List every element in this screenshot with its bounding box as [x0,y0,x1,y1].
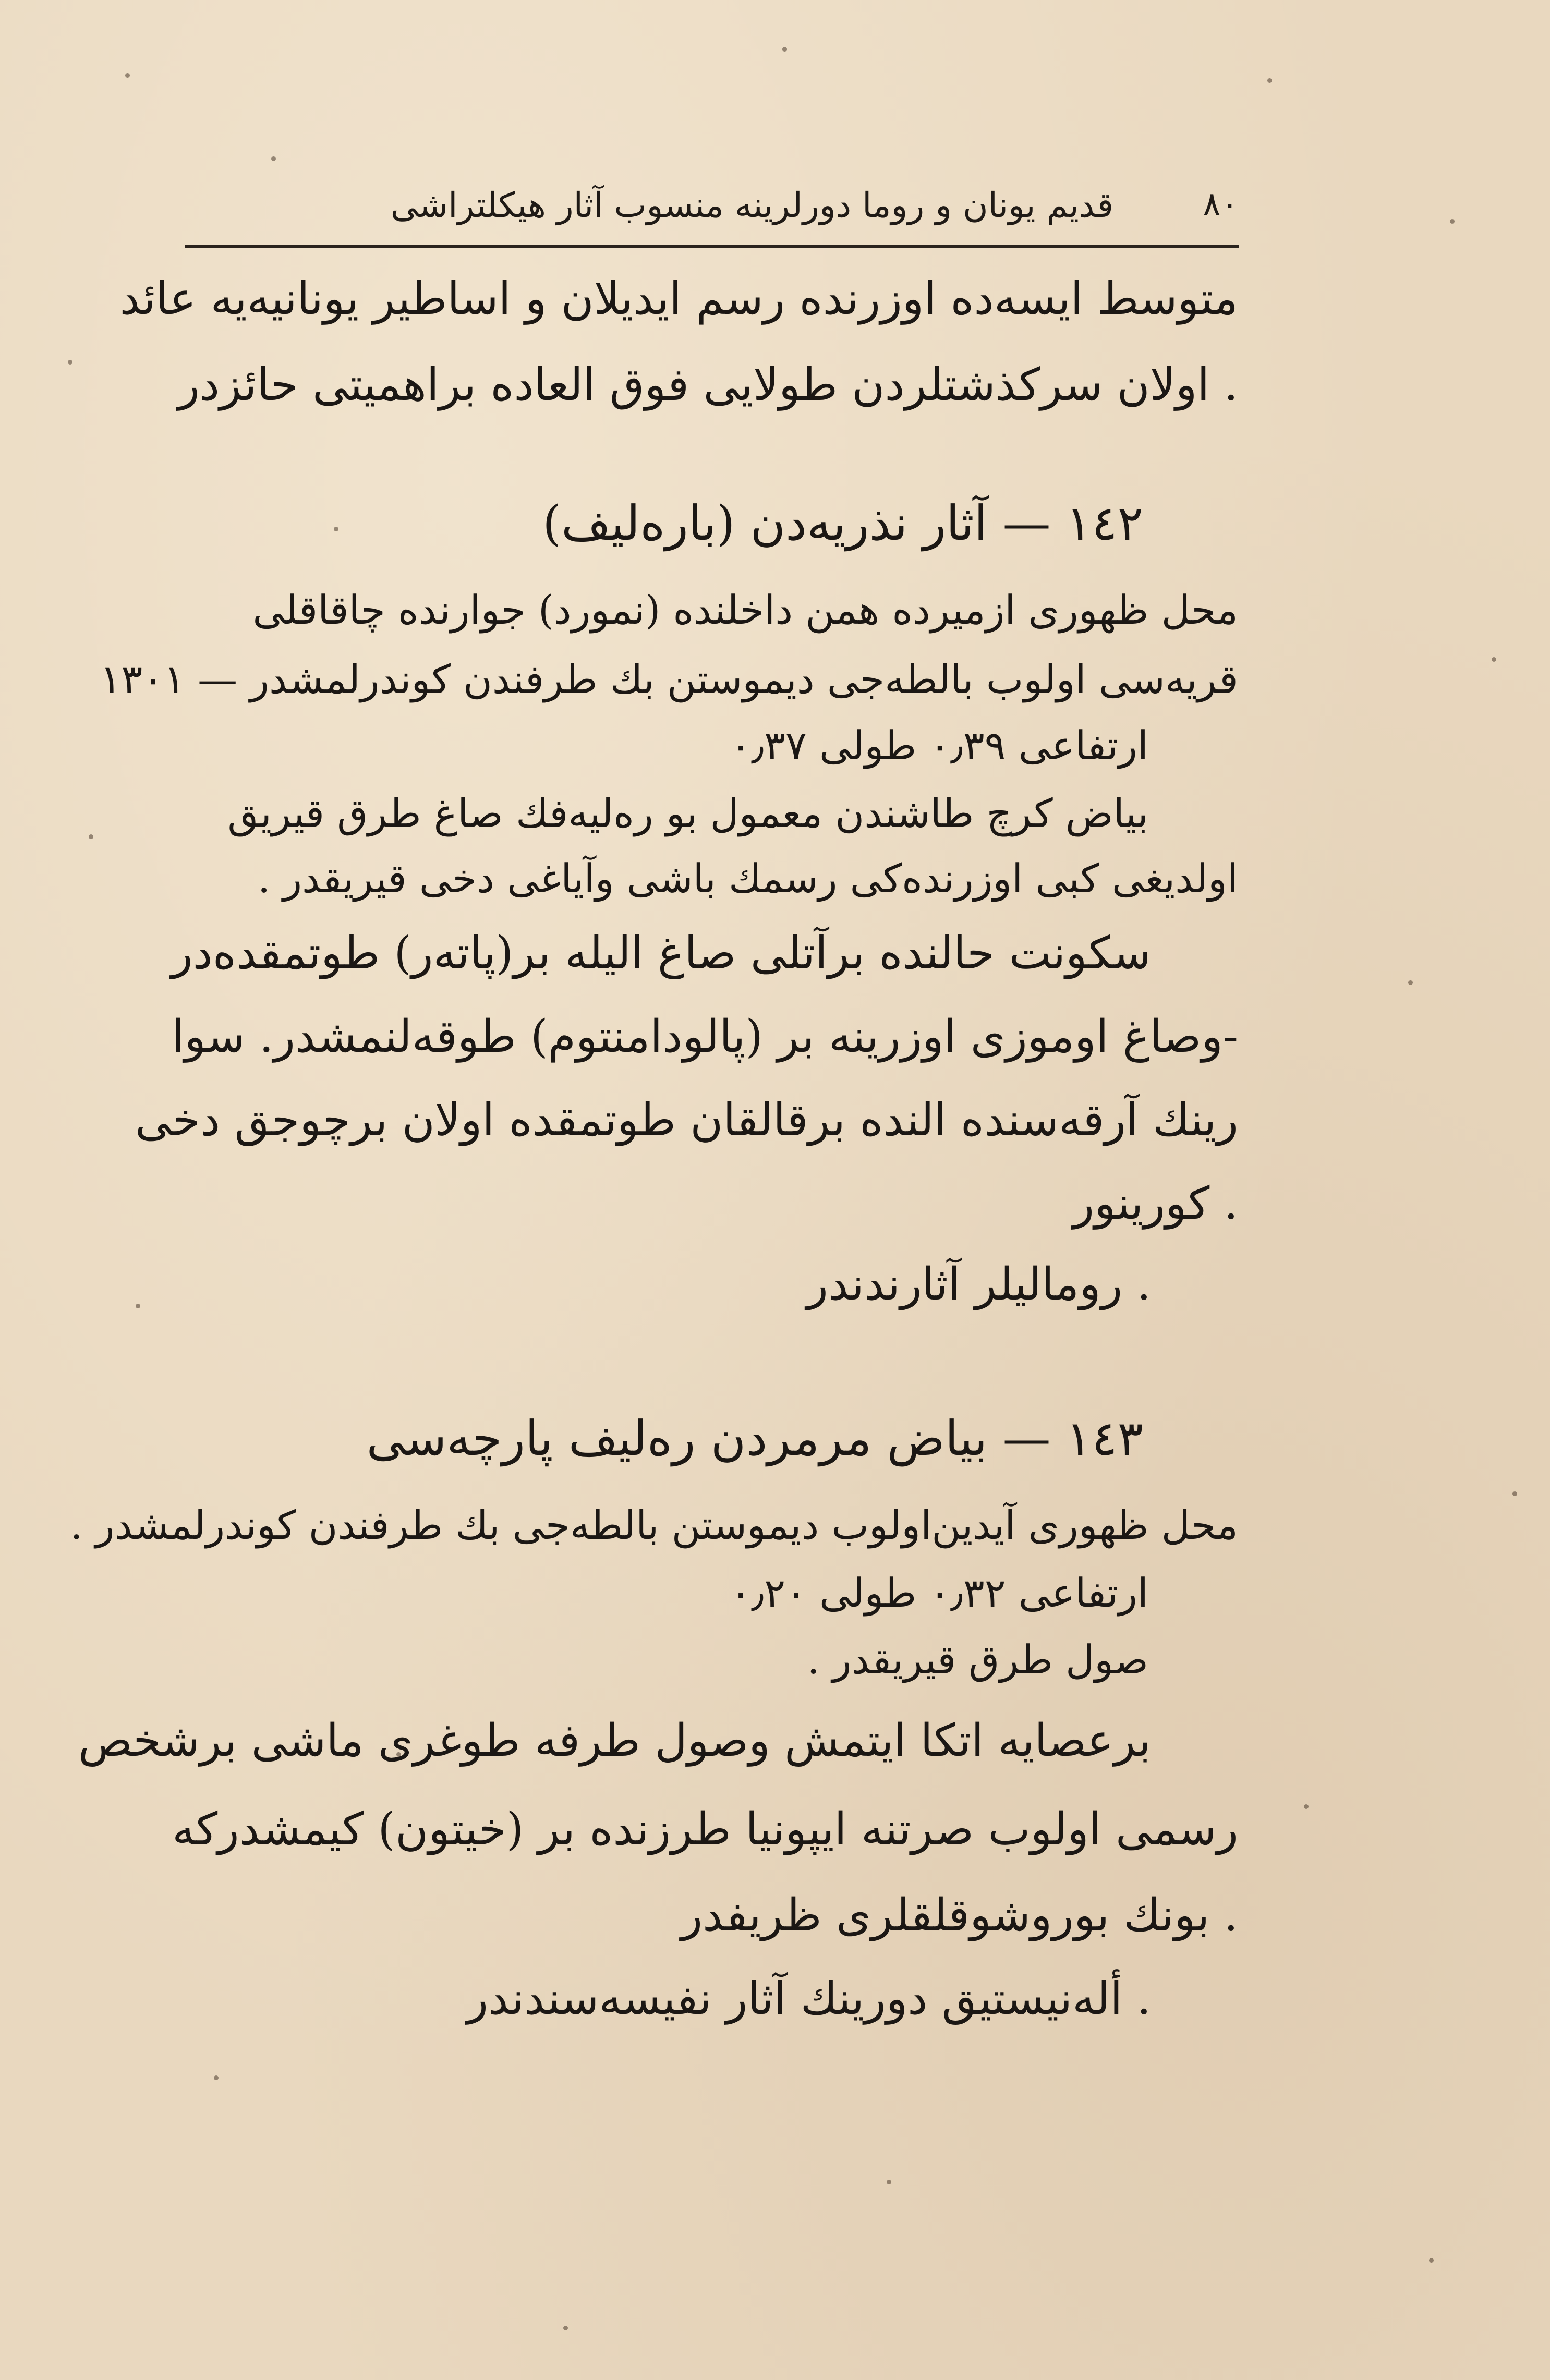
section-142-body-2: وصاغ اوموزی اوزرینه بر (پالودامنتوم) طوقه‌لنمشدر. سوا- [172,1011,1238,1063]
intro-line-2: اولان سرکذشتلردن طولایی فوق العاده براهمیتی حائزدر . [178,359,1238,411]
running-header [185,175,1239,242]
paper-speck [563,2326,568,2330]
page-number: ٨٠ [1203,185,1239,224]
section-143-meta-3: صول طرق قیریقدر . [807,1636,1148,1683]
paper-speck [1267,78,1272,83]
running-title: قدیم یونان و روما دورلرینه منسوب آثار هیکلتراشی [390,185,1113,225]
paper-speck [1408,980,1413,985]
paper-speck [1492,657,1496,662]
section-143-body-2: رسمی اولوب صرتنه ایپونیا طرزنده بر (خیتون) کیمشدرکه [172,1803,1238,1855]
paper-speck [1450,219,1455,224]
paper-speck [782,47,787,52]
section-142-heading: ۱٤۲ — آثار نذریه‌دن (بارەلیف) [542,495,1143,551]
header-rule [185,245,1239,248]
section-143-meta-2: ارتفاعی ۰٫۳۲ طولی ۰٫۲۰ [730,1570,1148,1616]
section-142-meta-3: ارتفاعی ۰٫۳۹ طولی ۰٫۳۷ [730,722,1148,769]
section-143-body-4: أله‌نیستیق دورینك آثار نفیسه‌سندندر . [466,1973,1151,2025]
section-142-body-5: روماليلر آثارندندر . [806,1258,1151,1310]
section-142-meta-4: بیاض کرچ طاشندن معمول بو ره‌لیه‌فك صاغ طرق قیریق [227,790,1148,836]
paper-speck [125,73,130,78]
section-142-body-3: رینك آرقه‌سنده الندە برقالقان طوتمقده اولان برچوجق دخی [135,1094,1238,1146]
paper-speck [214,2075,219,2080]
paper-speck [334,527,338,531]
section-143-heading: ۱٤۳ — بیاض مرمردن ره‌لیف پارچه‌سی [366,1411,1143,1466]
section-142-meta-2: قریه‌سی اولوب بالطه‌جی دیموستن بك طرفندن کوندرلمشدر — ۱۳۰۱ [100,656,1238,702]
paper-speck [1304,1804,1309,1809]
paper-speck [68,360,72,365]
paper-speck [271,156,276,161]
paper-speck [1512,1491,1517,1496]
section-142-meta-1: محل ظهوری ازمیرده همن داخلنده (نمورد) جوارنده چاقاقلی [252,587,1238,633]
paper-speck [1429,2258,1434,2263]
intro-line-1: متوسط ایسه‌ده اوزرنده رسم ایدیلان و اساطیر یونانیه‌یه عائد [119,273,1238,325]
section-143-meta-1: محل ظهوری آیدین‌اولوب دیموستن بالطه‌جی بك طرفندن کوندرلمشدر . [70,1502,1238,1548]
section-143-body-3: بونك بوروشوقلقلری ظریفدر . [681,1889,1238,1941]
paper-speck [136,1304,140,1308]
paper-speck [89,834,93,839]
section-142-body-4: کورینور . [1072,1177,1238,1230]
section-142-body-1: سکونت حالنده برآتلی صاغ الیله بر(پاته‌ر) طوتمقده‌در [171,927,1151,979]
section-142-meta-5: اولدیغی کبی اوزرنده‌کی رسمك باشی وآیاغی دخی قیریقدر . [258,855,1238,902]
paper-speck [887,2180,891,2184]
section-143-body-1: برعصایه اتکا ایتمش وصول طرفه طوغری ماشی برشخص [78,1715,1151,1767]
